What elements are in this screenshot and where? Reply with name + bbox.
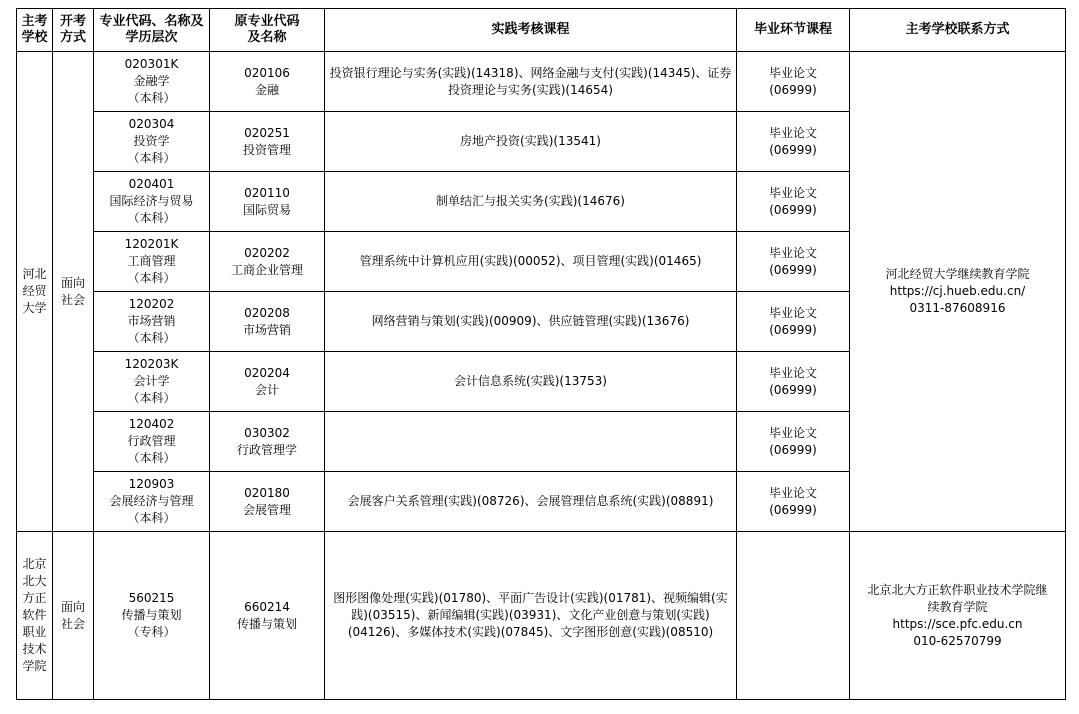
major-cell: 120202 市场营销 （本科）: [94, 292, 210, 352]
major-cell: 120201K 工商管理 （本科）: [94, 232, 210, 292]
graduation-course-cell: 毕业论文 (06999): [737, 52, 850, 112]
exam-table: [16, 8, 1066, 700]
practice-courses-cell: [325, 412, 737, 472]
header-mode: 开考 方式: [53, 9, 94, 52]
header-row: [17, 9, 1066, 52]
practice-courses-cell: 图形图像处理(实践)(01780)、平面广告设计(实践)(01781)、视频编辑(实践)(03515)、新闻编辑(实践)(03931)、文化产业创意与策划(实践)(04126)、多媒体技术(实践)(07845)、文字图形创意(实践)(08510): [325, 532, 737, 700]
practice-courses-cell: 投资银行理论与实务(实践)(14318)、网络金融与支付(实践)(14345)、证券投资理论与实务(实践)(14654): [325, 52, 737, 112]
exam-mode-cell: 面向 社会: [53, 52, 94, 532]
original-major-cell: 020251 投资管理: [210, 112, 325, 172]
header-major: 专业代码、名称及 学历层次: [94, 9, 210, 52]
major-cell: 120203K 会计学 （本科）: [94, 352, 210, 412]
header-original-major: 原专业代码 及名称: [210, 9, 325, 52]
major-cell: 120402 行政管理 （本科）: [94, 412, 210, 472]
major-cell: 120903 会展经济与管理 （本科）: [94, 472, 210, 532]
original-major-cell: 020204 会计: [210, 352, 325, 412]
header-school: 主考 学校: [17, 9, 53, 52]
major-cell: 020304 投资学 （本科）: [94, 112, 210, 172]
practice-courses-cell: 房地产投资(实践)(13541): [325, 112, 737, 172]
graduation-course-cell: [737, 532, 850, 700]
graduation-course-cell: 毕业论文 (06999): [737, 412, 850, 472]
header-contact: 主考学校联系方式: [850, 9, 1066, 52]
header-graduation-course: 毕业环节课程: [737, 9, 850, 52]
original-major-cell: 020110 国际贸易: [210, 172, 325, 232]
graduation-course-cell: 毕业论文 (06999): [737, 472, 850, 532]
school-cell: 河北 经贸 大学: [17, 52, 53, 532]
header-practice-courses: 实践考核课程: [325, 9, 737, 52]
major-cell: 020301K 金融学 （本科）: [94, 52, 210, 112]
practice-courses-cell: 会展客户关系管理(实践)(08726)、会展管理信息系统(实践)(08891): [325, 472, 737, 532]
table-row: [17, 52, 1066, 112]
major-cell: 020401 国际经济与贸易 （本科）: [94, 172, 210, 232]
graduation-course-cell: 毕业论文 (06999): [737, 232, 850, 292]
original-major-cell: 020208 市场营销: [210, 292, 325, 352]
contact-cell: 河北经贸大学继续教育学院 https://cj.hueb.edu.cn/ 0311-87608916: [850, 52, 1066, 532]
original-major-cell: 020180 会展管理: [210, 472, 325, 532]
exam-mode-cell: 面向 社会: [53, 532, 94, 700]
school-cell: 北京 北大 方正 软件 职业 技术 学院: [17, 532, 53, 700]
practice-courses-cell: 管理系统中计算机应用(实践)(00052)、项目管理(实践)(01465): [325, 232, 737, 292]
table-row: [17, 532, 1066, 700]
original-major-cell: 020106 金融: [210, 52, 325, 112]
practice-courses-cell: 会计信息系统(实践)(13753): [325, 352, 737, 412]
graduation-course-cell: 毕业论文 (06999): [737, 292, 850, 352]
major-cell: 560215 传播与策划 （专科）: [94, 532, 210, 700]
original-major-cell: 020202 工商企业管理: [210, 232, 325, 292]
contact-cell: 北京北大方正软件职业技术学院继 续教育学院 https://sce.pfc.edu.cn 010-62570799: [850, 532, 1066, 700]
practice-courses-cell: 制单结汇与报关实务(实践)(14676): [325, 172, 737, 232]
graduation-course-cell: 毕业论文 (06999): [737, 172, 850, 232]
graduation-course-cell: 毕业论文 (06999): [737, 352, 850, 412]
graduation-course-cell: 毕业论文 (06999): [737, 112, 850, 172]
original-major-cell: 030302 行政管理学: [210, 412, 325, 472]
original-major-cell: 660214 传播与策划: [210, 532, 325, 700]
practice-courses-cell: 网络营销与策划(实践)(00909)、供应链管理(实践)(13676): [325, 292, 737, 352]
